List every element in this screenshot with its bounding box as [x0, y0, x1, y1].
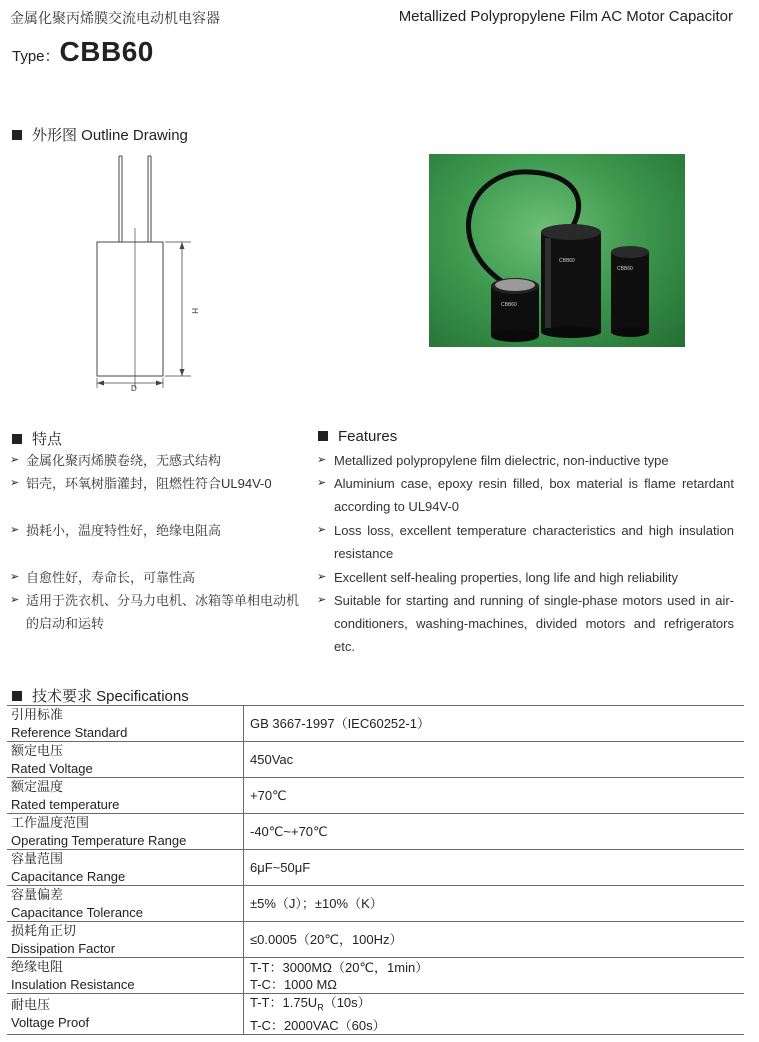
type-model: CBB60	[59, 36, 154, 67]
spec-name: 引用标准 Reference Standard	[7, 706, 244, 742]
features-en-heading-text: Features	[338, 428, 398, 445]
table-row	[7, 922, 744, 958]
square-bullet-icon	[12, 434, 22, 444]
table-row	[7, 850, 744, 886]
arrow-bullet-icon: ➢	[317, 524, 327, 536]
features-en-heading	[318, 428, 397, 445]
square-bullet-icon	[12, 691, 22, 701]
list-item: ➢ 适用于洗衣机、分马力电机、冰箱等单相电动机的启动和运转	[10, 589, 302, 635]
spec-name: 容量范围 Capacitance Range	[7, 850, 244, 886]
spec-name: 损耗角正切 Dissipation Factor	[7, 922, 244, 958]
table-row	[7, 886, 744, 922]
outline-drawing	[85, 150, 210, 392]
arrow-bullet-icon: ➢	[10, 594, 20, 606]
dim-d-label: D	[131, 384, 137, 392]
features-cn-heading-text: 特点	[32, 431, 63, 448]
arrow-bullet-icon: ➢	[10, 477, 20, 489]
capacitor-body	[97, 242, 163, 376]
list-item: ➢ 自愈性好，寿命长，可靠性高	[10, 566, 305, 589]
list-item: ➢ Excellent self-healing properties, long life and high reliability	[317, 566, 734, 589]
table-row	[7, 958, 744, 994]
title-en: Metallized Polypropylene Film AC Motor Capacitor	[398, 8, 733, 25]
arrow-bullet-icon: ➢	[10, 571, 20, 583]
type-label: Type：	[12, 48, 60, 65]
spec-name: 绝缘电阻 Insulation Resistance	[7, 958, 244, 994]
spec-value: GB 3667-1997（IEC60252-1）	[244, 706, 745, 742]
features-cn-heading	[12, 428, 62, 449]
list-item: ➢ Loss loss, excellent temperature characteristics and high insulation resistance	[317, 519, 734, 565]
cap-right-label: CBB60	[617, 266, 633, 272]
specs-heading-text: 技术要求 Specifications	[32, 688, 189, 705]
square-bullet-icon	[12, 130, 22, 140]
capacitor-right	[611, 246, 649, 337]
spec-value: T-T：3000MΩ（20℃，1min） T-C：1000 MΩ	[244, 958, 745, 994]
capacitor-mid	[541, 224, 601, 338]
table-row	[7, 994, 744, 1035]
list-item: ➢ 铝壳，环氧树脂灌封，阻燃性符合UL94V-0	[10, 472, 305, 495]
spec-name: 工作温度范围 Operating Temperature Range	[7, 814, 244, 850]
list-item: ➢ 损耗小，温度特性好，绝缘电阻高	[10, 519, 305, 542]
table-row	[7, 742, 744, 778]
arrow-bullet-icon: ➢	[317, 454, 327, 466]
spec-value: ≤0.0005（20℃，100Hz）	[244, 922, 745, 958]
specs-heading	[12, 685, 189, 706]
spec-name: 耐电压 Voltage Proof	[7, 994, 244, 1035]
arrow-bullet-icon: ➢	[317, 571, 327, 583]
capacitor-small	[491, 278, 539, 342]
spec-name: 额定温度 Rated temperature	[7, 778, 244, 814]
type-line	[12, 36, 154, 68]
list-item: ➢ Metallized polypropylene film dielectric, non-inductive type	[317, 449, 734, 472]
spec-value: -40℃~+70℃	[244, 814, 745, 850]
outline-heading	[12, 124, 188, 145]
spec-value: 450Vac	[244, 742, 745, 778]
title-cn: 金属化聚丙烯膜交流电动机电容器	[10, 10, 220, 26]
outline-heading-text: 外形图 Outline Drawing	[32, 127, 188, 144]
spec-name: 容量偏差 Capacitance Tolerance	[7, 886, 244, 922]
spec-value: T-T：$1.75U_R(10s)$ T-C：2000VAC（60s）	[244, 994, 745, 1035]
spec-name: 额定电压 Rated Voltage	[7, 742, 244, 778]
table-row	[7, 706, 744, 742]
list-item: ➢ Suitable for starting and running of single-phase motors used in air-conditioners, washing-machines, divided motors and refrigerators etc.	[317, 589, 734, 658]
cap-small-label: CBB60	[501, 302, 517, 308]
specs-table	[7, 705, 744, 1035]
table-row	[7, 814, 744, 850]
spec-value: ±5%（J）；±10%（K）	[244, 886, 745, 922]
capacitor-photo-illustration	[429, 154, 685, 347]
arrow-bullet-icon: ➢	[10, 524, 20, 536]
arrow-bullet-icon: ➢	[317, 477, 327, 489]
square-bullet-icon	[318, 431, 328, 441]
list-item: ➢ Aluminium case, epoxy resin filled, box material is flame retardant according to UL94V-0	[317, 472, 734, 518]
product-photo	[429, 154, 685, 347]
spec-value: +70℃	[244, 778, 745, 814]
cap-mid-label: CBB60	[559, 258, 575, 264]
list-item: ➢ 金属化聚丙烯膜卷绕，无感式结构	[10, 449, 305, 472]
arrow-bullet-icon: ➢	[317, 594, 327, 606]
arrow-bullet-icon: ➢	[10, 454, 20, 466]
spec-value: 6μF~50μF	[244, 850, 745, 886]
dim-h-label: H	[190, 308, 199, 314]
table-row	[7, 778, 744, 814]
